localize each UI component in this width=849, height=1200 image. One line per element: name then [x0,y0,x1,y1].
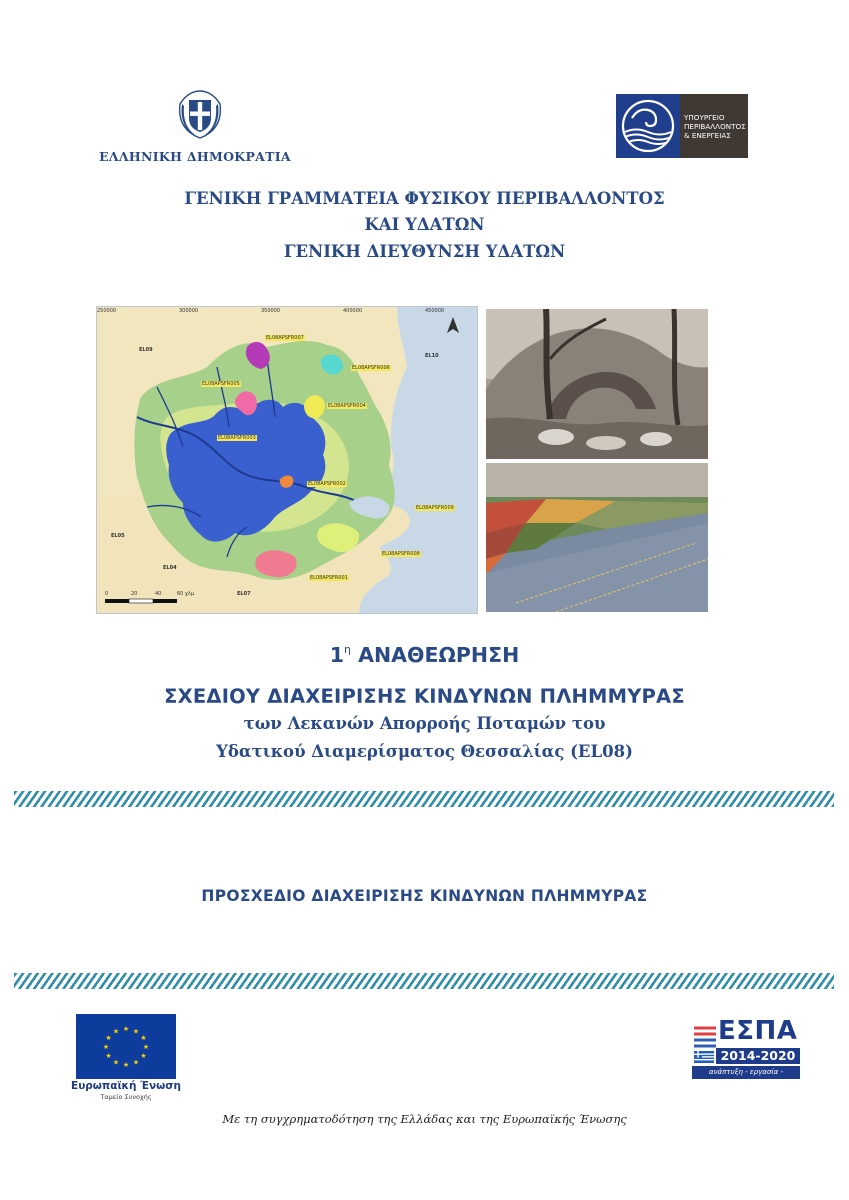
svg-text:★: ★ [140,1034,147,1042]
map-region-label: EL05 [111,533,125,539]
map-scale-label: 0 [105,591,109,597]
hatched-divider-top [14,791,834,807]
flooded-fields-photo [486,463,708,612]
agency-line-1: ΓΕΝΙΚΗ ΓΡΑΜΜΑΤΕΙΑ ΦΥΣΙΚΟΥ ΠΕΡΙΒΑΛΛΟΝΤΟΣ [184,189,665,208]
agency-line-2: ΚΑΙ ΥΔΑΤΩΝ [364,215,485,234]
svg-text:★: ★ [122,1061,130,1069]
draft-title: ΠΡΟΣΧΕΔΙΟ ΔΙΑΧΕΙΡΙΣΗΣ ΚΙΝΔΥΝΩΝ ΠΛΗΜΜΥΡΑΣ [201,887,648,905]
hellenic-republic-emblem [174,88,226,142]
espa-years: 2014-2020 [716,1048,800,1064]
ministry-name [680,113,746,140]
map-zone-label: EL08APSFR007 [266,335,304,341]
flood-risk-map [96,306,478,614]
review-title [0,643,849,667]
eu-flag-icon [76,1014,176,1079]
map-x-tick: 350000 [261,308,281,314]
espa-slogan: ανάπτυξη - εργασία - αλληλεγγύη [692,1066,800,1079]
plan-title: ΣΧΕΔΙΟΥ ΔΙΑΧΕΙΡΙΣΗΣ ΚΙΝΔΥΝΩΝ ΠΛΗΜΜΥΡΑΣ [164,685,685,708]
map-zone-label: EL08APSFR006 [352,365,390,371]
map-zone-label: EL08APSFR008 [382,551,420,557]
map-region-label: EL09 [139,347,153,353]
svg-text:★: ★ [105,1052,112,1060]
svg-text:★: ★ [112,1027,120,1036]
map-x-tick: 250000 [97,308,117,314]
map-x-tick: 450000 [425,308,445,314]
svg-text:★: ★ [142,1043,150,1051]
svg-text:★: ★ [140,1052,147,1060]
ministry-line: & ΕΝΕΡΓΕΙΑΣ [684,130,731,140]
cofunding-statement: Με τη συγχρηματοδότηση της Ελλάδας και της Ευρωπαϊκής Ένωσης [222,1112,627,1126]
hatched-divider-bottom [14,973,834,989]
map-region-label: EL10 [425,353,439,359]
map-zone-label: EL08APSFR004 [328,403,366,409]
district-subtitle: Υδατικού Διαμερίσματος Θεσσαλίας (EL08) [216,742,633,761]
country-name: ΕΛΛΗΝΙΚΗ ΔΗΜΟΚΡΑΤΙΑ [99,149,291,164]
ministry-mark-icon [616,94,680,158]
svg-text:★: ★ [132,1027,140,1036]
greek-flag-icon [694,1051,714,1063]
map-scale-label: 60 χλμ. [177,591,196,597]
eu-stars [76,1014,176,1079]
basins-subtitle: των Λεκανών Απορροής Ποταμών του [243,714,606,733]
map-zone-label: EL08APSFR005 [202,381,240,387]
espa-name: ΕΣΠΑ [718,1016,798,1046]
map-region-label: EL07 [237,591,251,597]
ministry-line: ΥΠΟΥΡΓΕΙΟ [684,112,725,122]
eu-name: Ευρωπαϊκή Ένωση [71,1080,181,1092]
map-scale-label: 20 [131,591,138,597]
review-number: 1 [329,643,345,667]
map-zone-label: EL08APSFR001 [310,575,348,581]
map-zone-label: EL08APSFR002 [308,481,346,487]
map-scale-label: 40 [155,591,162,597]
agency-line-3: ΓΕΝΙΚΗ ΔΙΕΥΘΥΝΣΗ ΥΔΑΤΩΝ [283,242,566,261]
review-ordinal: η [344,643,351,656]
eu-fund-name: Ταμείο Συνοχής [100,1093,152,1101]
map-x-tick: 400000 [343,308,363,314]
svg-text:★: ★ [102,1043,110,1051]
map-region-label: EL04 [163,565,177,571]
review-word: ΑΝΑΘΕΩΡΗΣΗ [358,643,520,667]
map-zone-label: EL08APSFR003 [218,435,256,441]
svg-text:★: ★ [132,1058,140,1067]
stone-bridge-photo [486,309,708,459]
map-zone-label: EL08APSFR009 [416,505,454,511]
map-x-tick: 300000 [179,308,199,314]
ministry-line: ΠΕΡΙΒΑΛΛΟΝΤΟΣ [684,121,746,131]
svg-text:★: ★ [112,1058,120,1067]
espa-swoosh-icon [692,1022,718,1050]
svg-text:★: ★ [122,1025,130,1033]
svg-text:★: ★ [105,1034,112,1042]
ministry-logo [616,94,748,158]
